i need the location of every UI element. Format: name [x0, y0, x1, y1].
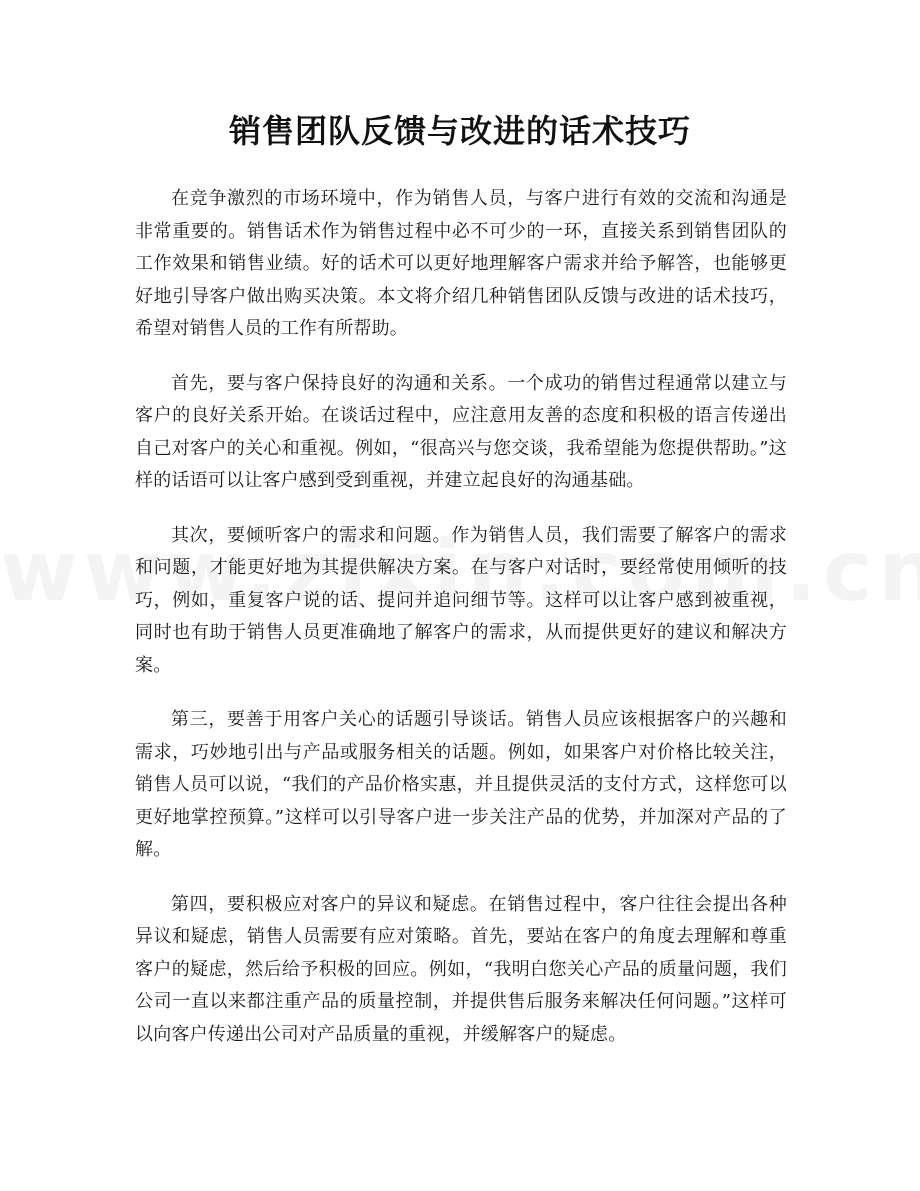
paragraph-second: 其次，要倾听客户的需求和问题。作为销售人员，我们需要了解客户的需求和问题，才能更好地为其提供解决方案。在与客户对话时，要经常使用倾听的技巧，例如，重复客户说的话、提问并追问细节等。这样可以让客户感到被重视，同时也有助于销售人员更准确地了解客户的需求，从而提供更好的建议和解决方案。: [135, 524, 787, 676]
paragraph-fourth: 第四，要积极应对客户的异议和疑虑。在销售过程中，客户往往会提出各种异议和疑虑，销售人员需要有应对策略。首先，要站在客户的角度去理解和尊重客户的疑虑，然后给予积极的回应。例如，“我明白您关心产品的质量问题，我们公司一直以来都注重产品的质量控制，并提供售后服务来解决任何问题。”这样可以向客户传递出公司对产品质量的重视，并缓解客户的疑虑。: [135, 893, 787, 1045]
paragraph-intro: 在竞争激烈的市场环境中，作为销售人员，与客户进行有效的交流和沟通是非常重要的。销售话术作为销售过程中必不可少的一环，直接关系到销售团队的工作效果和销售业绩。好的话术可以更好地理解客户需求并给予解答，也能够更好地引导客户做出购买决策。本文将介绍几种销售团队反馈与改进的话术技巧，希望对销售人员的工作有所帮助。: [135, 188, 787, 339]
document-title: 销售团队反馈与改进的话术技巧: [228, 112, 691, 150]
paragraph-first: 首先，要与客户保持良好的沟通和关系。一个成功的销售过程通常以建立与客户的良好关系开始。在谈话过程中，应注意用友善的态度和积极的语言传递出自己对客户的关心和重视。例如，“很高兴与您交谈，我希望能为您提供帮助。”这样的话语可以让客户感到受到重视，并建立起良好的沟通基础。: [135, 372, 787, 491]
document-body: [135, 183, 787, 1073]
paragraph-third: 第三，要善于用客户关心的话题引导谈话。销售人员应该根据客户的兴趣和需求，巧妙地引出与产品或服务相关的话题。例如，如果客户对价格比较关注，销售人员可以说，“我们的产品价格实惠，并且提供灵活的支付方式，这样您可以更好地掌控预算。”这样可以引导客户进一步关注产品的优势，并加深对产品的了解。: [135, 709, 787, 860]
